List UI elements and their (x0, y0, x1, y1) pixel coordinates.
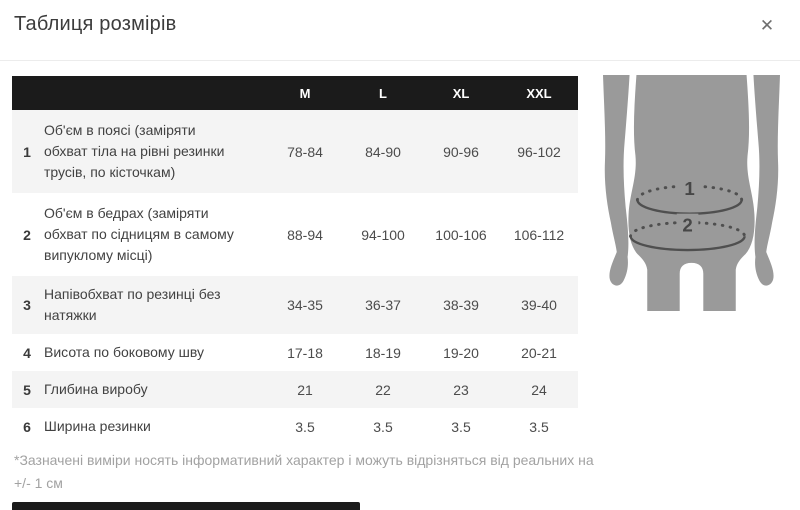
cell-value: 23 (453, 381, 469, 398)
cell-value: 39-40 (521, 297, 557, 313)
row-label: Напівобхват по резинці без натяжки (44, 286, 221, 323)
row-number: 3 (23, 297, 31, 313)
table-row (12, 110, 578, 193)
cell-value: 18-19 (365, 344, 401, 361)
cell-value: 38-39 (443, 297, 479, 313)
table-row (12, 371, 578, 408)
column-header-xl: XL (452, 85, 470, 101)
next-table-header-partial (12, 502, 360, 510)
column-header-m: M (299, 85, 311, 101)
body-silhouette-icon (593, 75, 790, 311)
cell-value: 3.5 (373, 418, 393, 435)
cell-value: 17-18 (287, 344, 323, 361)
table-row (12, 334, 578, 371)
cell-value: 94-100 (361, 226, 405, 243)
size-table (12, 76, 578, 445)
table-row (12, 193, 578, 276)
marker-2-label: 2 (682, 214, 693, 236)
measurement-diagram (593, 75, 790, 311)
cell-value: 24 (531, 381, 547, 398)
row-number: 6 (23, 418, 31, 435)
cell-value: 106-112 (513, 226, 565, 243)
cell-value: 20-21 (521, 344, 557, 361)
cell-value: 3.5 (451, 418, 471, 435)
header-empty-label (42, 76, 266, 110)
table-row (12, 276, 578, 334)
column-header-l: L (379, 85, 387, 101)
cell-value: 21 (297, 381, 313, 398)
table-header-row (12, 76, 578, 110)
row-label: Ширина резинки (44, 418, 151, 434)
cell-value: 19-20 (443, 344, 479, 361)
row-number: 1 (23, 143, 31, 160)
page-title: Таблиця розмірів (14, 13, 177, 35)
cell-value: 96-102 (517, 143, 561, 160)
cell-value: 100-106 (435, 226, 487, 243)
cell-value: 90-96 (443, 143, 479, 160)
row-label: Об'єм в бедрах (заміряти обхват по сідницям в самому випуклому місці) (44, 205, 234, 263)
row-label: Об'єм в поясі (заміряти обхват тіла на рівні резинки трусів, по кісточкам) (44, 122, 225, 180)
cell-value: 78-84 (287, 143, 323, 160)
table-row (12, 408, 578, 445)
table-footnote: *Зазначені виміри носять інформативний характер і можуть відрізняться від реальних на +/- 1 см (14, 452, 594, 491)
header-empty-num (12, 76, 42, 110)
row-number: 2 (23, 226, 31, 243)
row-label: Глибина виробу (44, 381, 148, 397)
cell-value: 34-35 (287, 297, 323, 313)
row-label: Висота по боковому шву (44, 344, 204, 360)
column-header-xxl: XXL (526, 85, 552, 101)
cell-value: 36-37 (365, 297, 401, 313)
cell-value: 3.5 (529, 418, 549, 435)
close-icon[interactable]: ✕ (759, 16, 775, 35)
cell-value: 88-94 (287, 226, 323, 243)
cell-value: 22 (375, 381, 391, 398)
marker-1-label: 1 (684, 177, 695, 199)
cell-value: 3.5 (295, 418, 315, 435)
row-number: 4 (23, 344, 31, 361)
cell-value: 84-90 (365, 143, 401, 160)
row-number: 5 (23, 381, 31, 398)
title-divider (0, 60, 800, 61)
